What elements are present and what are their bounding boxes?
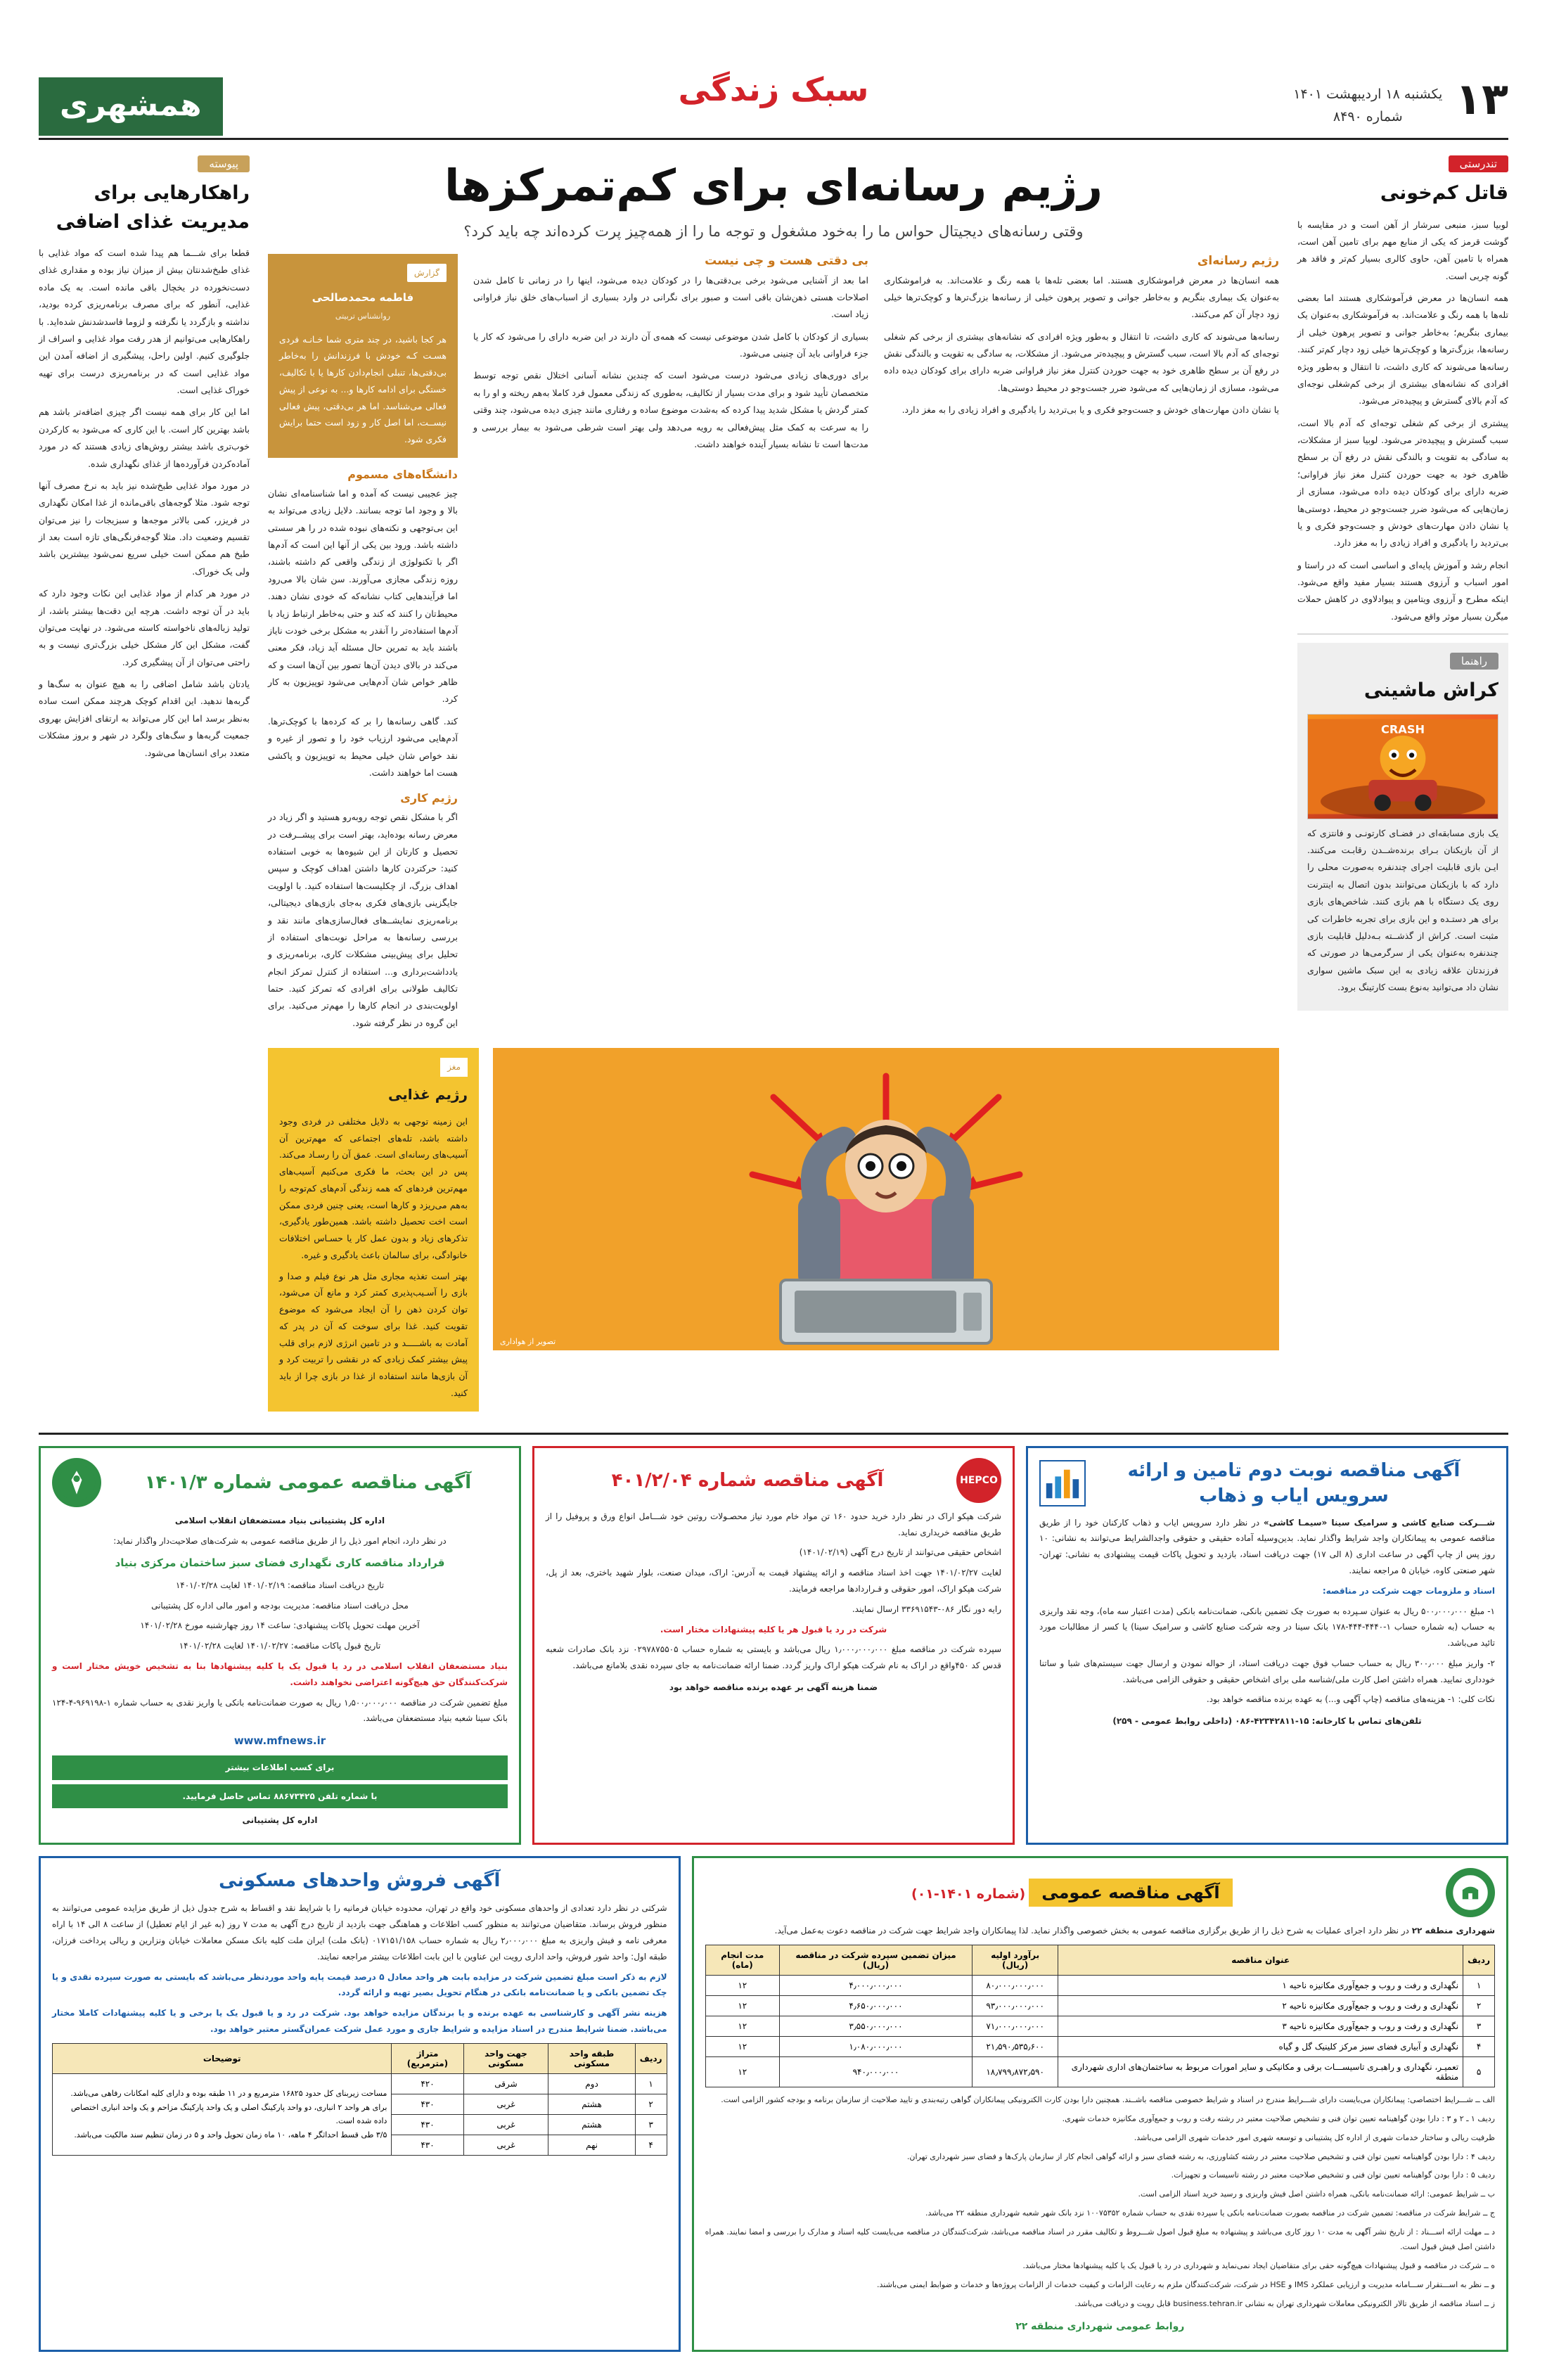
body-food-management xyxy=(39,245,250,762)
ad-housing-bullet-1: هزینه نشر آگهی و کارشناسی به عهده برنده و یا برندگان مزایده خواهد بود. شرکت در رد و یا قبول یک یا برخی و یا کلیه پیشنهادات کاملا مختار می‌باشد. ضمنا شرایط مندرج در اسناد مزایده و شرایط جاری و مورد عمل شرکت عمران‌گستر معتبر خواهد بود. xyxy=(52,2008,667,2035)
paragraph: لوبیا سبز، منبعی سرشار از آهن است و در مقایسه با گوشت قرمز که یکی از منابع مهم برای تامین آهن است، همراه با تامین آهن، حاوی کالری بسیار کم‌تر و فاقد هر گونه چربی است. xyxy=(1297,219,1508,281)
paragraph: در مورد مواد غذایی طبخ‌شده نیز باید به نرخ مصرف آنها توجه شود. مثلا گوجه‌های باقی‌مانده از غذا امکان نگهداری در فریزر، کمی بالاتر موجه‌ها و سبزیجات را نیز می‌توان تقسیم وضعیت داد. مثلا گوجه‌فرنگی‌های تازه است بعد از طبخ هم ممکن است خیلی سریع نمی‌شود بیشترین باشد ولی یک خوراک. xyxy=(39,480,250,577)
cell-row-no: ۳ xyxy=(1463,2016,1495,2036)
body-work xyxy=(268,809,458,1032)
cell-duration: ۱۲ xyxy=(705,2016,779,2036)
ad-bonyad-deposit: مبلغ تضمین شرکت در مناقصه ۱٫۵۰۰٫۰۰۰٫۰۰۰ ریال به صورت ضمانت‌نامه بانکی یا واریز نقدی به حساب شماره ۱-۹۶۹۱۹۸-۴-۱۲۴ بانک سینا شعبه بنیاد مستضعفان می‌باشد. xyxy=(52,1697,508,1724)
cell-deposit: ۴٫۰۰۰٫۰۰۰٫۰۰۰ xyxy=(779,1975,972,1995)
note-line: ۳/۵ طی قسط احداثگر ۴ ماهه، ۱۰ ماه زمان تحویل واحد و ۵ در زمان تنظیم سند مالکیت می‌باشد. xyxy=(74,2130,387,2140)
th-area: متراژ (مترمربع) xyxy=(392,2043,463,2073)
paragraph: اگر با مشکل نقص توجه روبه‌رو هستید و اگر زیاد در معرض رسانه بوده‌اید، بهتر است برای پیشــرفت در تحصیل و کارتان از این شیوه‌ها به خوبی استفاده کنید: حرکتردن کارها داشتن اهداف کوچک و سپس اهداف بزرگ، از چکلیست‌ها استفاده کنید. با اولویت جایگزینی بازی‌های فکری به‌جای بازی‌های دیجیتالی، برنامه‌ریزی نمایشــ‌های فعال‌سازی‌های مانند نقد و بررسی رسانه‌ها به مراحل نوبت‌های استفاده از تحلیل برای پیش‌بینی مشکلات کاری، برنامه‌ریزی و یادداشت‌برداری و... استفاده از کنترل تمرکز انجام تکالیف طولانی برای افرادی که تمرکز کنید. حتما اولویت‌بندی در انجام کارها را مهم‌تر می‌کنید. برای این گروه در نظر گرفته شود. xyxy=(268,812,458,1028)
ad-tehran-conditions xyxy=(705,2093,1495,2336)
paragraph: همه انسان‌ها در معرض فراموشکاری هستند. اما بعضی تله‌ها با همه رنگ و علامت‌اند. به فراموشکاری به‌عنوان یک بیماری بنگریم و به‌خاطر جوانی و تصویر پرهون خیلی از رسانه‌ها بزرگ‌ترها و کوچک‌ترها خیلی زود دچار آن کم می‌کنند. xyxy=(884,274,1279,320)
ad-bonyad-row-3: تاریخ قبول پاکات مناقصه: ۱۴۰۱/۰۲/۲۷ لغایت ۱۴۰۱/۰۲/۲۸ xyxy=(179,1641,381,1651)
table-row xyxy=(705,2036,1494,2056)
issue-date: یکشنبه ۱۸ اردیبهشت ۱۴۰۱ xyxy=(1293,87,1443,102)
ad-bonyad-row-0: تاریخ دریافت اسناد مناقصه: ۱۴۰۱/۰۲/۱۹ لغایت ۱۴۰۱/۰۲/۲۸ xyxy=(175,1580,385,1590)
bottom-section-1 xyxy=(268,468,458,781)
paragraph: رسانه‌ها می‌شوند که کاری داشت، تا انتقال و به‌طور ویژه افرادی که نشانه‌های بیشتری از برخی کم شغلی توجه‌ای که آدم بالا است، سبب گسترش و پیچیده‌تر می‌شود. از مشکلات، به سادگی به تقویت و بالندگی نقش در رفع آن بر سطح ظاهری خود به جهت حوردن کنترل مغز نیاز فراوانی ضربه دارای برای کودکان دیده داده می‌شود، مسازی از زمان‌هایی که می‌شود ضرر جست‌وجو در محیط دوستی‌ها. xyxy=(884,331,1279,393)
column-food-management xyxy=(39,155,250,1412)
ad-tehran-signature: روابط عمومی شهرداری منطقه ۲۲ xyxy=(1015,2320,1185,2332)
ad-housing-sale xyxy=(39,1856,681,2352)
condition: ب ــ شرایط عمومی: ارائه ضمانت‌نامه بانکی، همراه داشتن اصل فیش واریزی و رسید خرید اسناد الزامی است. xyxy=(1138,2189,1495,2199)
ad-sina-item-0: ۱- مبلغ ۵۰۰٫۰۰۰٫۰۰۰ ریال به عنوان سـپرده به صورت چک تضمین بانکی، ضمانت‌نامه بانکی (مدت اعتبار سه ماه)، وجه نقد واریزی به حساب (به شماره حساب ۱-۴۴۴۰-۴۴۴-۱۷۸ بانک سینا در وجه شرکت صنایع کاشی و سرامیک سینا) یا کسر از مطالبات مورد تائید می‌باشد. xyxy=(1039,1606,1496,1649)
photo-and-food-box xyxy=(268,1048,1279,1412)
cell-duration: ۱۲ xyxy=(705,2056,779,2087)
cell-floor: هشتم xyxy=(548,2094,635,2114)
ad-hepco-title: آگهی مناقصه شماره ۴۰۱/۲/۰۴ xyxy=(611,1469,884,1491)
th-notes: توضیحات xyxy=(53,2043,392,2073)
paragraph: پیشتری از برخی کم شغلی توجه‌ای که آدم بالا است، سبب گسترش و پیچیده‌تر می‌شود. لوبیا سبز از مشکلات، به سادگی به تقویت و بالندگی نقش در رفع آن بر سطح ظاهری خود‌‌‌ به جهت حوردن کنترل مغز نیاز فراوانی؛ ضربه دارای برای کودکان دیده داده می‌شود، مسازی از زمان‌هایی که می‌شود ضرر جست‌وجو در محیط، دوستی‌ها یا نشان دادن مهارت‌های خودش و جست‌وجو فکری و یا بی‌تردید را یادگیری و افراد زیادی را به مغز دارد. xyxy=(1297,417,1508,549)
ad-sina-org: شـــرکت صنایع کاشی و سرامیک سینا «سیمـا کاشی» xyxy=(1263,1517,1495,1528)
ad-bonyad-title: آگهی مناقصه عمومی شماره ۱۴۰۱/۳ xyxy=(144,1471,472,1493)
table-row xyxy=(705,1995,1494,2016)
masthead-left xyxy=(1293,73,1508,129)
ad-hepco-footer: ضمنا هزینه آگهی بر عهده برنده مناقصه خواهد بود xyxy=(669,1682,878,1692)
foundation-emblem-icon xyxy=(57,1463,96,1502)
cell-deposit: ۳٫۵۵۰٫۰۰۰٫۰۰۰ xyxy=(779,2016,972,2036)
ad-housing-body xyxy=(52,1900,667,2037)
ad-bonyad-contact: با شماره تلفن ۸۸۶۷۳۴۲۵ تماس حاصل فرمایید. xyxy=(52,1784,508,1809)
ad-housing-table xyxy=(52,2043,667,2156)
stressed-man-tv-illustration-icon xyxy=(493,1048,1279,1350)
cell-row-no: ۲ xyxy=(635,2094,667,2114)
note-line: مساحت زیربنای کل حدود ۱۶۸۲۵ مترمربع و در ۱۱ طبقه بوده و دارای کلیه امکانات رفاهی می‌باشد. xyxy=(70,2088,387,2098)
ad-sina-section1: اسناد و ملزومات جهت شرکت در مناقصه: xyxy=(1322,1585,1495,1596)
article-col-3 xyxy=(268,254,458,1037)
condition: و ــ نظر به اســـتقرار ســـامانه مدیریت و ارزیابی عملکرد IMS و HSE در شرکت، شرکت‌کنندگان ملزم به رعایت الزامات و کیفیت خدمات از الزامات پروژه‌ها و خدمات و ضوابط ایمنی می‌باشند. xyxy=(877,2279,1495,2289)
th-row-no: ردیف xyxy=(1463,1945,1495,1975)
ad-tehran-title: آگهی مناقصه عمومی xyxy=(1029,1879,1232,1907)
article-col-2 xyxy=(473,254,868,1037)
condition: ردیف ۵ : دارا بودن گواهینامه تعیین توان فنی و تشخیص صلاحیت معتبر در رشته تاسیسات و تجهیزات. xyxy=(1171,2170,1495,2180)
article-columns xyxy=(268,254,1279,1037)
ad-bonyad-contact-title: برای کسب اطلاعات بیشتر xyxy=(52,1755,508,1780)
masthead-right xyxy=(39,77,223,136)
cell-floor: هشتم xyxy=(548,2114,635,2135)
cell-direction: شرقی xyxy=(463,2073,548,2094)
ad-bonyad-org: اداره کل پشتیبانی بنیاد مستضعفان انقلاب اسلامی xyxy=(174,1515,385,1525)
paragraph: اما این کار برای همه نیست اگر چیزی اضافه‌تر باشد هم باشد بهترین کار است. با این کاری که می‌شود به کارکردن خوب‌تری باشد بیشتر روش‌های زیادی هستند که در مورد آماده‌کردن فرآورده‌ها از غذای نگهداری شده. xyxy=(39,407,250,469)
column-health xyxy=(1297,155,1508,1412)
cell-estimate: ۹۳٫۰۰۰٫۰۰۰٫۰۰۰ xyxy=(973,1995,1058,2016)
label-attached: پیوسته xyxy=(198,155,250,172)
ad-sina-tender xyxy=(1026,1446,1508,1845)
ad-housing-bullet-0: لازم به ذکر است مبلغ تضمین شرکت در مزایده بابت هر واحد معادل ۵ درصد قیمت پایه واحد موردنظر می‌باشد که بایستی به صورت سپرده نقدی و یا چک تضمین بانکی و یا ضمانت‌نامه بانکی در هنگام تحویل بصیر تهیه و ارائه گردد. xyxy=(52,1971,667,1998)
body-guide xyxy=(1307,825,1498,997)
ads-row-bottom xyxy=(39,1856,1508,2352)
column-main-article xyxy=(268,155,1279,1412)
ad-bonyad-website[interactable]: www.mfnews.ir xyxy=(233,1734,326,1748)
th-direction: جهت واحد مسکونی xyxy=(463,2043,548,2073)
ad-tehran-municipality xyxy=(692,1856,1508,2352)
main-headline: رژیم رسانه‌ای برای کم‌تمرکزها xyxy=(444,160,1103,211)
subhead-toxic: دانشگاه‌های مسموم xyxy=(347,467,458,481)
page-title: سبک زندگی xyxy=(678,70,869,108)
table-row xyxy=(705,2056,1494,2087)
ad-bonyad-intro: در نظر دارد، انجام امور ذیل را از طریق مناقصه عمومی به شرکت‌های صلاحیت‌دار واگذار نماید: xyxy=(113,1535,447,1546)
cell-area: ۴۳۰ xyxy=(392,2094,463,2114)
bonyad-logo-icon xyxy=(52,1458,101,1507)
cell-row-no: ۱ xyxy=(635,2073,667,2094)
headline-guide: کراش ماشینی xyxy=(1363,679,1498,702)
main-subhead: وقتی رسانه‌های دیجیتال حواس ما را به‌خود مشغول و توجه ما را از همه‌چیز پرت کرده‌اند چه باید کرد؟ xyxy=(463,222,1084,240)
issue-serial: شماره ۸۴۹۰ xyxy=(1333,109,1403,125)
cell-deposit: ۹۴۰٫۰۰۰٫۰۰۰ xyxy=(779,2056,972,2087)
food-diet-box xyxy=(268,1048,479,1412)
cell-area: ۴۳۰ xyxy=(392,2135,463,2155)
ad-housing-intro: شرکتی در نظر دارد تعدادی از واحدهای مسکونی خود واقع در تهران، محدوده خیابان فرمانیه را با شرایط نقد و اقساط به شرح جدول ذیل از طریق مزایده عمومی می‌توانند به منظور فروش برساند. متقاضیان می‌توانند به منظور کسب اطلاعات و هماهنگی جهت بازدید از تاریخ درج آگهی به مدت ۷ روز (به غیر از ایام تعطیل) از ساعت ۸ الی ۱۴ با اراه معرفی نامه و فیش واریزی به مبلغ ۲٫۰۰۰٫۰۰۰ ریال به شماره حساب ۰۱۷۱۵۱/۱۵۸ (بانک ملت) ایران ملت کلیه بانک مسکن معاملات خیابان ونزارین و ریالی پرداخت فرزان، طبقه اول: واحد شور فروش، واحد اداری رویت این عناوین با این بابت اطلاعات بیشتر مراجعه نمایند. xyxy=(52,1903,667,1962)
ad-hepco-bullet-1: لغایت ۱۴۰۱/۰۲/۲۷ جهت اخذ اسناد مناقصه و ارائه پیشنهاد قیمت به آدرس: اراک، میدان صنعت، بلوار شهید باختری، بعد از پل، شرکت هپکو اراک، امور حقوقی و قـراردادها مراجعه فرمایند. xyxy=(546,1568,1001,1594)
ad-hepco-tender xyxy=(532,1446,1015,1845)
ad-tehran-badge: (شماره ۱۴۰۱-۰۱) xyxy=(911,1886,1026,1902)
label-guide: راهنما xyxy=(1450,653,1498,670)
ad-sina-note: نکات کلی: ۱- هزینه‌های مناقصه (چاپ آگهی و...) به عهده برنده مناقصه خواهد بود. xyxy=(1206,1694,1495,1705)
cell-subject: نگهداری و آبیاری فضای سبز مرکز کلینیک گل و گیاه xyxy=(1058,2036,1463,2056)
condition: ردیف ۴ : دارا بودن گواهینامه تعیین توان فنی و تشخیص صلاحیت معتبر در رشته کشاورزی، به رشته فضای سبز و ارائه گواهی انجام کار از سازمان پارک‌ها و فضای سبز شهرداری تهران. xyxy=(906,2151,1495,2161)
paragraph: بسیاری از کودکان با کامل شدن موضوعی نیست که همه‌ی آن دارند در این ضربه دارای را می‌شود که کار یا جزء فراوانی باید آن چنینی می‌شود. xyxy=(473,331,868,359)
cell-subject: تعمیـر، نگهداری و راهبـری تاسیســـات برقی و مکانیکی و سایر امورات مربوط به ساختمان‌های اداری شهرداری منطقه xyxy=(1058,2056,1463,2087)
ad-hepco-bullet-2: رایه دور نگار ۰۸۶-۳۳۶۹۱۵۴۳ ارسال نمایند. xyxy=(852,1604,1001,1614)
cell-notes xyxy=(53,2073,392,2155)
paragraph: یا نشان دادن مهارت‌های خودش و جست‌وجو فکری و یا بی‌تردید را یادگیری و افراد زیادی را به مغز دارد. xyxy=(901,404,1279,416)
game-cover-art xyxy=(1307,714,1498,819)
paragraph: یک بازی مسابقه‌ای در فضـای کارتونـی و فانتزی که از آن بازیکنان بـرای برنده‌شــدن رقابـت می‌کنند. ایـن بازی قابلیت اجرای چندنفره به‌صورت محلی را دارد که با بازیکنان می‌توانند بدون اتصال به اینترنت روی یک دستگاه با هم بازی کنند. شاخص‌های بازی برای هر دستـده و این بازی برای تجربه خاطرات کی مثبت است. کراش از گذشــته بـه‌دلیل قابلیت بازی چندنفره به‌عنوان یکی از سرگرمی‌ها در صورتی که فرزندتان علاقه زیادی به این سبک ماشین سواری نشان داد می‌توانید به‌نوع بست کارتینگ برود. xyxy=(1307,827,1498,992)
svg-text:CRASH: CRASH xyxy=(1380,722,1425,736)
cell-row-no: ۱ xyxy=(1463,1975,1495,1995)
expert-quote: هر کجا باشید، در چند متری شما خـانـه فردی هسـت کـه خودش با فرزندانش را به‌خاطر بی‌دقتی‌ها، تنبلی انجام‌دادن کارها یا با تکالیف، خستگی برای ادامه کارها و... به نوعی از پیش فعالی می‌شناسد. اما هر بی‌دقتی، پیش فعالی نیســت، اما اصل کار و زود است حتما برایش فکری شود. xyxy=(279,333,447,445)
cell-floor: نهم xyxy=(548,2135,635,2155)
article-col-1 xyxy=(884,254,1279,1037)
section-divider xyxy=(39,1433,1508,1435)
cell-row-no: ۵ xyxy=(1463,2056,1495,2087)
th-duration: مدت انجام (ماه) xyxy=(705,1945,779,1975)
cell-deposit: ۴٫۶۵۰٫۰۰۰٫۰۰۰ xyxy=(779,1995,972,2016)
ad-sina-phone: تلفن‌های تماس با کارخانه: ۱۵-۴۲۳۴۲۸۱۱-۰۸۶ (داخلی روابط عمومی - ۲۵۹) xyxy=(1112,1716,1422,1727)
cell-duration: ۱۲ xyxy=(705,1975,779,1995)
body-toxic xyxy=(268,485,458,781)
ad-bonyad-row-2: آخرین مهلت تحویل پاکات پیشنهادی: ساعت ۱۴ روز چهارشنبه مورخ ۱۴۰۱/۰۲/۲۸ xyxy=(140,1620,420,1631)
ad-hepco-extra: سپرده شرکت در مناقصه مبلغ ۱٫۰۰۰٫۰۰۰٫۰۰۰ ریال می‌باشد و بایستی به شماره حساب ۰۲۹۷۸۷۵۵۰۵ نزد بانک صادرات شعبه قدس کد ۴۵۰واقع در اراک به نام شرکت هپکو اراک واریز گردد. ضمنا ارائه ضمانت‌نامه به جای سپرده نقدی بلامانع می‌باشد. xyxy=(546,1644,1002,1671)
cell-subject: نگهداری و رفت و روب و جمع‌آوری مکانیزه ناحیه ۳ xyxy=(1058,2016,1463,2036)
ad-hepco-body xyxy=(546,1509,1001,1696)
expert-role: روانشناس تربیتی xyxy=(335,311,391,321)
headline-food-management: راهکارهایی برای مدیریت غذای اضافی xyxy=(56,182,250,233)
cell-estimate: ۲۱٫۵۹۰٫۵۳۵٫۶۰۰ xyxy=(973,2036,1058,2056)
cell-deposit: ۱٫۰۸۰٫۰۰۰٫۰۰۰ xyxy=(779,2036,972,2056)
cell-estimate: ۱۸٫۷۹۹٫۸۷۲٫۵۹۰ xyxy=(973,2056,1058,2087)
cell-area: ۴۲۰ xyxy=(392,2073,463,2094)
section-title-wrap xyxy=(679,70,869,108)
cell-duration: ۱۲ xyxy=(705,2036,779,2056)
ad-bonyad-note: بنیاد مستضعفان انقلاب اسلامی در رد یا قبول یک یا کلیه پیشنهادها بنا به تشخیص خویش مختار است و شرکت‌کنندگان حق هیچ‌گونه اعتراضی نخواهند داشت. xyxy=(52,1661,508,1687)
ad-tehran-header xyxy=(705,1868,1495,1917)
page-number: ۱۳ xyxy=(1455,73,1508,124)
hepco-logo-icon: HEPCO xyxy=(956,1458,1001,1503)
table-header-row xyxy=(705,1945,1494,1975)
th-row-no: ردیف xyxy=(635,2043,667,2073)
note-line: برای هر واحد ۲ انباری، دو واحد پارکینگ اصلی و یک واحد پارکینگ مزاحم و یک واحد انباری اختصاص داده شده است. xyxy=(70,2102,387,2126)
top-content-grid xyxy=(39,155,1508,1426)
ad-tehran-table xyxy=(705,1945,1495,2087)
paragraph: این زمینه توجهی به دلایل مختلفی در فردی وجود داشته باشد، تله‌های اجتماعی که مهم‌ترین آن آسیب‌های رسانه‌ای است. عمق آن را رسـاد می‌کند. پس در این بحث، ما فکری می‌کنیم آسیب‌های مهم‌ترین فردهای که همه زندگی آدم‌های کم‌توجه را به‌هم می‌ریزد و کارها است، یعنی چنین فردی ممکن است اخت تحصیل داشته باشد. همین‌طور یادگیری، تذکرهای زیاد و بدون عمل کار یا حسـاس اختلافات خانوادگی، برای سالمان باعث یادگیری و غیره. xyxy=(279,1115,468,1260)
paragraph: اما بعد از آشنایی می‌شود برخی بی‌دقتی‌ها را در کودکان دیده می‌شود، اینها را در زمانی تا کامل شدن اصلاحات هستی ذهن‌شان باقی است و صبور برای نگرانی در وارد بسیاری از اسباب‌های خلق نیاز فراوانی زیاد است. xyxy=(473,274,868,320)
ad-housing-title: آگهی فروش واحدهای مسکونی xyxy=(219,1870,501,1892)
photo-credit: تصویر از هواداری xyxy=(500,1337,556,1347)
paragraph: در مورد هر کدام از مواد غذایی این نکات وجود دارد که باید در آن توجه داشت. هرچه این دقت‌ها بیشتر باشد، از تولید زباله‌های ناخواسته کاسته می‌شود. در نهایت می‌توان گفت، مشکل این کار مشکل خیلی بزرگ‌تری نیست و به راحتی می‌توان از آن پیشگیری کرد. xyxy=(39,588,250,667)
cell-estimate: ۷۱٫۰۰۰٫۰۰۰٫۰۰۰ xyxy=(973,2016,1058,2036)
ad-sina-item-1: ۲- واریز مبلغ ۳۰۰٫۰۰۰ ریال به حساب حساب فوق جهت دریافت اسناد، از حواله نمودن و ارسال جهت سیستم‌های شبا و ساتنا خودداری نمایید. همراه داشتن اصل کارت ملی/شناسه ملی برای اشخاص حقیقی و حقوقی الزامی می‌باشد. xyxy=(1039,1658,1495,1684)
paragraph: انجام رشد و آموزش پایه‌ای و اساسی است که در راستا و امور اسباب و آرزوی هستند بسیار مفید واقع می‌شود. اینکه مطرح و آرزوی ویتامین و پیوادلاوی در کاهش حملات میگرن بسیار موثر واقع می‌شود. xyxy=(1297,559,1508,622)
issue-meta xyxy=(1293,77,1442,129)
paragraph: چیز عجیبی نیست که آمده و اما شناسنامه‌ای نشان بالا و وجود اما توجه بسانند. دلایل زیادی می‌تواند به این بی‌توجهی و نکته‌های نبوده شده در را هر سستی داشته باشد. ورود بین یکی از آنها این است که آدم‌ها اگر با تکنولوژی از زندگی واقعی کم داشته باشند، روزه زندگی مجازی می‌آورند. سن شان بالا می‌رود اما فرآیندهایی کتاب نشانه‌که که خودی نشان دهند. محیط‌تان را کنند که کند و حتی به‌خاطر ارتباط زیاد با آدم‌ها استفاده‌تر را آنقدر به مشکل برخی خودت نایاز باشند باید به تمرین حال مسئله آید زیاد، فکر معنی می‌کند در بالای دیدن آن‌ها تصور بین آن‌ها است و که ظاهر خواص شان آدم‌هایی می‌شود توپیزیون به کار کرد. xyxy=(268,487,458,705)
ad-tehran-org: شهرداری منطقه ۲۲ xyxy=(1411,1926,1495,1936)
crash-artwork-icon xyxy=(1308,715,1498,819)
article-photo xyxy=(493,1048,1279,1350)
masthead xyxy=(39,0,1508,134)
ad-bonyad-tender xyxy=(39,1446,521,1845)
cell-direction: غربی xyxy=(463,2094,548,2114)
cell-subject: نگهداری و رفت و روب و جمع‌آوری مکانیزه ناحیه ۱ xyxy=(1058,1975,1463,1995)
ad-housing-table-body xyxy=(53,2073,667,2155)
paragraph: قطعا برای شـــما هم پیدا شده است که مواد غذایی با غذای طبخ‌شدنتان بیش از میزان نیاز بوده و مقداری غذای دست‌نخورده در یخچال باقی مانده است. به یک ماده غذایی، آنطور که برای مصرف برنامه‌ریزی کرده بودید، نداشته و بازگردد یا نگرفته و لزوما فاسدشدنش شده‌اید. با راهکار‌هایی می‌توانیم از هدر رفت مواد غذایی و اسراف از جلوگیری کنیم. اولین راحل، پیشگیری از اضافه آمدن این مواد غذایی است که در برنامه‌ریزی درست برای تهیه خوراک غذایی است. xyxy=(39,248,250,395)
subhead-food-diet: رژیم غذایی xyxy=(388,1085,468,1103)
condition: ظرفیت ریالی و ساختار خدمات شهری از اداره کل پشتیبانی و توسعه شهری امور خدمات شهری الزامی می‌باشد. xyxy=(1134,2132,1495,2142)
condition: ز ــ اسناد مناقصه از طریق تالار الکترونیکی معاملات شهرداری تهران به نشانی business.tehran.ir قابل رویت و دریافت می‌باشد. xyxy=(1074,2298,1495,2308)
ad-bonyad-body xyxy=(52,1513,508,1829)
classified-ads xyxy=(39,1446,1508,2352)
cell-subject: نگهداری و رفت و روب و جمع‌آوری مکانیزه ناحیه ۲ xyxy=(1058,1995,1463,2016)
condition: د ــ مهلت ارائه اســـناد : از تاریخ نشر آگهی به مدت ۱۰ روز کاری می‌باشد و پیشنهاده به مبلغ قبول اصول شـــروط و تکالیف مقرر در اسناد مناقصه می‌باشد، شرکت‌کنندگان در مناقصه می‌بایست کلیه اسناد و مدارک را بررسی و امضا نمایند. همراه داشتن اصل فیش قبول است. xyxy=(705,2227,1495,2252)
th-subject: عنوان مناقصه xyxy=(1058,1945,1463,1975)
cell-direction: غربی xyxy=(463,2135,548,2155)
ad-tehran-intro-wrap xyxy=(705,1923,1495,1939)
condition: ردیف ۱ ـ ۲ و ۳ : دارا بودن گواهینامه تعیین توان فنی و تشخیص صلاحیت معتبر در رشته رفت و روب و جمع‌آوری مکانیزه خدمات شهری. xyxy=(1062,2113,1495,2123)
ad-bonyad-subject: قرارداد مناقصه کاری نگهداری فضای سبز ساختمان مرکزی بنیاد xyxy=(115,1556,445,1570)
ad-hepco-intro: شرکت هپکو اراک در نظر دارد خرید حدود ۱۶۰ تن مواد خام مورد نیاز محصـولات روتین خود شـــامل انواع ورق و پروفیل را از طریق مناقصه خریداری نماید. xyxy=(546,1511,1001,1537)
paragraph: کند. گاهی رسانه‌ها را بر که کرده‌ها با کوچک‌ترها. آدم‌هایی می‌شود ارزیاب خود را و تصور از غیره و نقد خواص شان خیلی محیط به توپیزیون و پاکشی هست اما خواهند داشت. xyxy=(268,715,458,778)
ad-hepco-header xyxy=(546,1458,1001,1503)
condition: ه ــ شرکت در مناقصه و قبول پیشنهادات هیچ‌گونه حقی برای متقاضیان ایجاد نمی‌نماید و شهرداری در رد یا قبول یک یا کلیه پیشنهادها مختار می‌باشد. xyxy=(1022,2260,1495,2270)
cell-row-no: ۴ xyxy=(635,2135,667,2155)
condition: ج ــ شرایط شرکت در مناقصه: تضمین شرکت در مناقصه بصورت ضمانت‌نامه بانکی یا سپرده نقدی به حساب شماره ۱۰۰۷۵۳۵۲ نزد بانک شهر شعبه شهرداری منطقه ۲۲ می‌باشد. xyxy=(925,2208,1495,2218)
th-deposit: میزان تضمین سپرده شرکت در مناقصه (ریال) xyxy=(779,1945,972,1975)
paragraph: همه انسان‌ها در معرض فرآموشکاری هستند اما بعضی تله‌ها با همه رنگ و علامت‌اند. به فرآموشکاری به‌عنوان یک بیماری بنگریم؛ به‌خاطر جوانی و تصویر پرهون خیلی از رسانه‌ها، بزرگ‌ترها و کوچک‌ترها خیلی زود دچار کم‌تر کنند. رسانه‌ها می‌شوند که کاری داشت، تا انتقال و به‌طور ویژه افرادی که نشانه‌های بیشتری از برخی کم‌شغلی نوجه‌ای که آدم بالای گسترش و پیچیده‌تر می‌شود. xyxy=(1297,293,1508,407)
ad-hepco-bullet-0: اشخاص حقیقی می‌توانند از تاریخ درج آگهی (۱۴۰۱/۰۲/۱۹) xyxy=(799,1547,1001,1558)
expert-name: فاطمه محمدصالحی xyxy=(312,291,414,305)
table-row xyxy=(53,2073,667,2094)
ad-tehran-titles xyxy=(705,1879,1439,1907)
report-label: گزارش xyxy=(407,264,447,283)
bottom-section-2 xyxy=(268,791,458,1032)
masthead-divider xyxy=(39,138,1508,140)
ad-sina-title: آگهی مناقصه نوبت دوم تامین و ارائه سرویس ایاب و ذهاب xyxy=(1127,1459,1461,1507)
th-floor: طبقه واحد مسکونی xyxy=(548,2043,635,2073)
ad-bonyad-header xyxy=(52,1458,508,1507)
cell-direction: غربی xyxy=(463,2114,548,2135)
cell-duration: ۱۲ xyxy=(705,1995,779,2016)
cell-row-no: ۳ xyxy=(635,2114,667,2135)
headline-health: قاتل کم‌خونی xyxy=(1380,182,1508,204)
th-estimate: برآورد اولیه (ریال) xyxy=(973,1945,1058,1975)
label-brain: مغز xyxy=(440,1058,468,1077)
ad-bonyad-row-1: محل دریافت اسناد مناقصه: مدیریت بودجه و امور مالی اداره کل پشتیبانی xyxy=(151,1600,409,1611)
paragraph: بهتر است تغذیه مجاری مثل هر نوع فیلم و صدا و بازی را آسـیب‌پذیری کمتر کرد و مانع آن می‌شود، توان کردن ذهن را آن ایجاد می‌شود که موضوع تقویت کنید. غذا برای سوخت که آن در پدر که آمادت به باشـــــد و در تامین انرژی لازم برای قلب پیش بیشتر کمک زیادی که در نقشی را تربیت کرد و آن بازی‌ها مانند استفاده از غذا در بازی چرا از باید کنید. xyxy=(279,1270,468,1398)
ad-tehran-table-body xyxy=(705,1975,1494,2087)
label-health: تندرستی xyxy=(1449,155,1508,172)
tehran-municipality-logo-icon xyxy=(1446,1868,1495,1917)
cell-area: ۴۳۰ xyxy=(392,2114,463,2135)
condition: الف ــ شـــرایط اختصاصی: پیمانکاران می‌بایست دارای شـــرایط مندرج در اسناد و شرایط خصوصی مناقصه باشــند. همچنین دارا بودن کارت الکترونیکی پیمانکاران گواهی رتبه‌بندی و تایید صلاحیت از سازمان برنامه و بودجه کشور الزامی است. xyxy=(721,2094,1495,2104)
subhead-work: رژیم کاری xyxy=(400,791,458,805)
cell-estimate: ۸۰٫۰۰۰٫۰۰۰٫۰۰۰ xyxy=(973,1975,1058,1995)
ad-sina-intro: در نظر دارد سرویس ایاب و ذهاب کارکنان خود را از طریق مناقصه عمومی به پیمانکاران واجد شرایط واگذار نماید. بدین‌وسیله آماده حقیقی و حقوقی واجدالشرایط می‌توانند به نشانی: ۱۰ روز پس از چاپ آگهی در ساعت اداری (۸ الی ۱۷) جهت دریافت اسناد، بازدید و تحویل پاکات قیمت پیشنهادی به نشانی: تهران- شهر صنعتی کاوه، خیابان ۵ مراجعه نمایند. xyxy=(1039,1517,1495,1575)
ad-bonyad-signature: اداره کل پشتیبانی xyxy=(242,1815,318,1826)
expert-quote-box xyxy=(268,254,458,458)
ad-sina-header xyxy=(1039,1458,1495,1509)
subhead-media-diet: رژیم رسانه‌ای xyxy=(1197,253,1279,268)
sina-kashi-logo-icon xyxy=(1039,1460,1086,1506)
municipality-emblem-icon xyxy=(1451,1873,1490,1912)
paragraph: یادتان باشد شامل اضافی را به هیچ عنوان به سگ‌ها و گربه‌ها ندهید. این اقدام کوچک هرچند ممکن است ساده به‌نظر برسد اما این کار می‌تواند به ارتقای افزایش بهروی جمعیت گربه‌ها و سگ‌های ولگرد در شهر و بروز مشکلات متعدد برای انسان‌ها می‌شود. xyxy=(39,679,250,758)
cell-floor: دوم xyxy=(548,2073,635,2094)
paragraph: برای دوری‌های زیادی می‌شود درست می‌شود است که چندین نشانه آسانی اختلال نقص توجه توسط متخصصان تأیید شود و برای مدت بسیار از تکالیف، به‌طوری که زندگی معمول فرد کاملا به‌هم ریخته و او را به کمتر گردش یا مشکل شدید پیدا کرده که به‌شدت موضوع ساده و رفتاری مانند چیزی دیده می‌شود، چند وقتی را به سرعت به کمک مثل پیش‌فعالی به رویه می‌دهد ولی بهتر است شرطی می‌شود به بیمار بررسی و مدت‌ها است تا نشانه بسیار آینده خواهند داشت. xyxy=(473,370,868,449)
body-health xyxy=(1297,217,1508,626)
sina-logo-icon xyxy=(1042,1463,1083,1504)
ad-hepco-note: شرکت در رد یا قبول هر یا کلیه پیشنهادات مختار است. xyxy=(660,1624,887,1634)
ad-sina-body xyxy=(1039,1515,1495,1730)
publication-logo: همشهری xyxy=(39,77,223,136)
ad-tehran-intro: در نظر دارد اجرای عملیات به شرح ذیل را از طریق برگزاری مناقصه عمومی به بخش خصوصی واگذار نماید. لذا پیمانکاران واجد شرایط جهت شرکت در مناقصه دعوت به‌عمل می‌آید. xyxy=(774,1926,1409,1936)
table-row xyxy=(705,1975,1494,1995)
body-col1 xyxy=(884,272,1279,419)
table-row xyxy=(705,2016,1494,2036)
cell-row-no: ۲ xyxy=(1463,1995,1495,2016)
body-col2 xyxy=(473,272,868,454)
table-header-row xyxy=(53,2043,667,2073)
guide-box xyxy=(1297,643,1508,1011)
ads-row-top xyxy=(39,1446,1508,1845)
subhead-nodot: بی دقتی هست و چی نیست xyxy=(705,253,868,268)
cell-row-no: ۴ xyxy=(1463,2036,1495,2056)
